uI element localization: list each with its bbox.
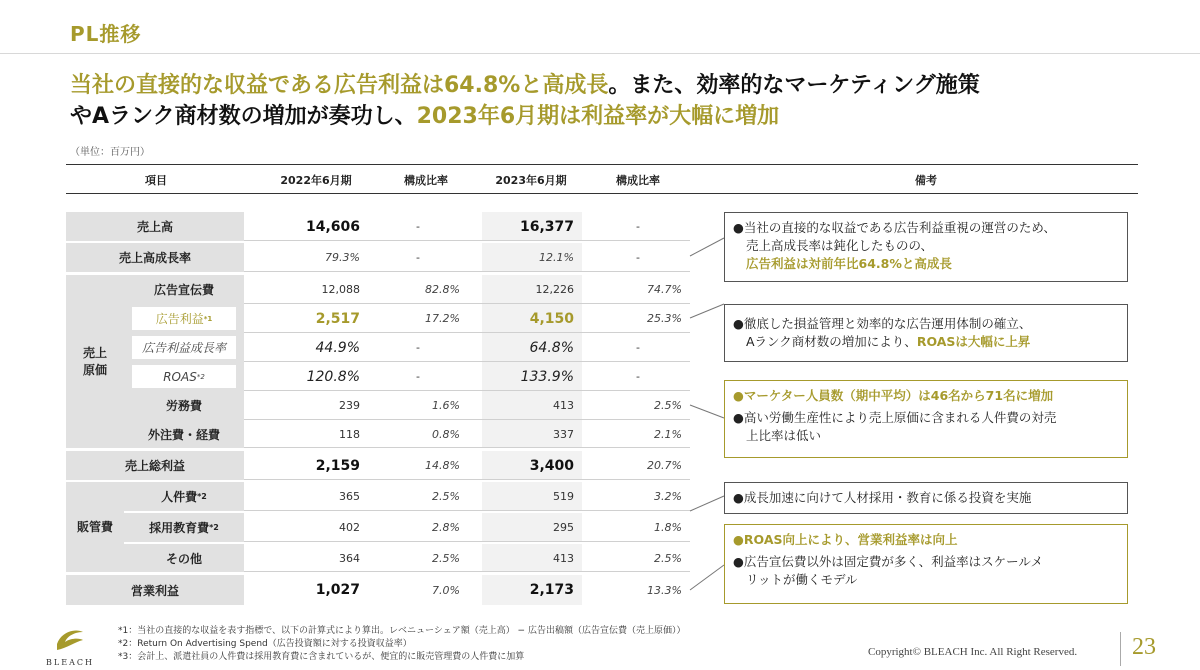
table-row-gross-profit [66, 451, 690, 480]
headline-text-2: やAランク商材数の増加が奏功し、 [70, 104, 417, 129]
value-2022: 2,517 [315, 310, 360, 327]
bleach-logo [40, 626, 100, 667]
page-number: 23 [1132, 634, 1156, 660]
header-item: 項目 [145, 174, 167, 187]
row-label: 広告利益成長率 [132, 336, 236, 359]
footnote-2: *2：Return On Advertising Spend（広告投資額に対する投資収益率） [118, 639, 412, 649]
value-2023: 4,150 [482, 304, 582, 333]
note-marketers: ●マーケター人員数（期中平均）は46名から71名に増加 ●高い労働生産性により売上原価に含まれる人件費の対売 上比率は低い [724, 380, 1128, 458]
value-2023: 64.8% [482, 333, 582, 362]
note-roas: ●徹底した損益管理と効率的な広告運用体制の確立、 Aランク商材数の増加により、ROASは大幅に上昇 [724, 304, 1128, 362]
value-2023: 337 [482, 420, 582, 448]
ratio-2023: 25.3% [647, 312, 682, 325]
group-label-sga: 販管費 [66, 482, 124, 572]
header-fy2022: 2022年6月期 [280, 174, 352, 187]
value-2022: 2,159 [315, 457, 360, 474]
row-label: その他 [124, 544, 244, 572]
ratio-2023: 74.7% [647, 283, 682, 296]
ratio-2023: 3.2% [654, 490, 682, 503]
row-label: 外注費・経費 [124, 420, 244, 448]
ratio-2022: 0.8% [432, 427, 460, 441]
ratio-2022: 82.8% [425, 283, 460, 296]
ratio-2022: 7.0% [432, 583, 460, 597]
table-row-labor [66, 391, 690, 420]
table-row-personnel [66, 482, 690, 511]
value-2023: 413 [482, 544, 582, 572]
header-ratio-2023: 構成比率 [616, 174, 660, 187]
table-row-outsourcing [66, 420, 690, 448]
value-2023: 2,173 [482, 575, 582, 605]
note-hiring-investment: ●成長加速に向けて人材採用・教育に係る投資を実施 [724, 482, 1128, 514]
value-2022: 364 [339, 551, 360, 565]
value-2022: 120.8% [306, 368, 360, 385]
row-label: 人件費 *2 [124, 482, 244, 511]
table-row-recruiting [66, 513, 690, 542]
title-divider [0, 53, 1200, 54]
footnote-1: *1：当社の直接的な収益を表す指標で、以下の計算式により算出。レベニューシェア額（売上高） − 広告出稿額（広告宣伝費（売上原価）） [118, 626, 686, 636]
table-row-operating-profit [66, 575, 690, 605]
value-2022: 14,606 [305, 218, 360, 235]
unit-label: （単位：百万円） [70, 147, 150, 158]
row-label: 営業利益 [66, 575, 244, 605]
ratio-2023: - [636, 251, 640, 264]
table-row-other [66, 544, 690, 572]
note-sales-growth: ●当社の直接的な収益である広告利益重視の運営のため、 売上高成長率は鈍化したものの、 広告利益は対前年比64.8%と高成長 [724, 212, 1128, 282]
row-label: 労務費 [124, 391, 244, 420]
value-2022: 365 [339, 490, 360, 503]
footnote-3: *3：会計上、派遣社員の人件費は採用教育費に含まれているが、便宜的に販売管理費の人件費に加算 [118, 652, 525, 662]
value-2022: 239 [339, 399, 360, 412]
row-label: 売上高成長率 [66, 243, 244, 272]
row-label: 売上総利益 [66, 451, 244, 480]
ratio-2023: 2.5% [654, 399, 682, 412]
page-number-divider [1120, 632, 1121, 666]
note-operating-margin: ●ROAS向上により、営業利益率は向上 ●広告宣伝費以外は固定費が多く、利益率はスケールメ リットが働くモデル [724, 524, 1128, 604]
ratio-2022: 17.2% [425, 312, 460, 325]
value-2022: 402 [339, 521, 360, 534]
row-label: 採用教育費 *2 [124, 513, 244, 542]
ratio-2022: 2.5% [432, 551, 460, 565]
headline-highlight-2: 2023年6月期は利益率が大幅に増加 [416, 104, 780, 129]
ratio-2022: 14.8% [425, 459, 460, 472]
ratio-2022: - [416, 341, 420, 354]
ratio-2023: - [636, 370, 640, 383]
value-2023: 133.9% [482, 362, 582, 391]
header-remarks: 備考 [915, 174, 937, 187]
value-2023: 12.1% [482, 243, 582, 272]
value-2022: 79.3% [325, 251, 360, 264]
table-header [66, 164, 1138, 194]
ratio-2022: - [416, 370, 420, 383]
table-row-roas [66, 362, 690, 391]
table-row-sales-growth [66, 243, 690, 272]
ratio-2023: 2.5% [654, 551, 682, 565]
ratio-2023: - [636, 220, 640, 233]
ratio-2023: - [636, 341, 640, 354]
table-row-ad-profit [66, 304, 690, 333]
header-ratio-2022: 構成比率 [404, 174, 448, 187]
table-row-ad-spend [66, 275, 690, 304]
headline-highlight-1: 当社の直接的な収益である広告利益は64.8%と高成長 [70, 73, 609, 98]
value-2023: 3,400 [482, 451, 582, 480]
value-2023: 295 [482, 513, 582, 542]
header-fy2023: 2023年6月期 [495, 174, 567, 187]
copyright: Copyright© BLEACH Inc. All Right Reserved. [868, 646, 1078, 658]
footnotes [118, 625, 685, 664]
table-row-ad-profit-growth [66, 333, 690, 362]
value-2022: 1,027 [315, 582, 360, 598]
row-label: 売上高 [66, 212, 244, 241]
table-row-sales [66, 212, 690, 241]
value-2023: 413 [482, 391, 582, 420]
ratio-2023: 1.8% [654, 521, 682, 534]
ratio-2022: - [416, 251, 420, 264]
row-label: ROAS *2 [132, 365, 236, 388]
ratio-2022: - [416, 220, 420, 233]
logo-wordmark: BLEACH [46, 658, 94, 667]
ratio-2023: 13.3% [647, 583, 682, 597]
ratio-2022: 2.5% [432, 490, 460, 503]
group-label-cost-of-sales: 売上 原価 [66, 275, 124, 448]
value-2023: 519 [482, 482, 582, 511]
row-label: 広告利益 *1 [132, 307, 236, 330]
ratio-2022: 1.6% [432, 399, 460, 412]
value-2022: 12,088 [321, 283, 360, 296]
row-label: 広告宣伝費 [124, 275, 244, 304]
value-2023: 12,226 [482, 275, 582, 304]
headline [70, 70, 1170, 132]
slide-title: PL推移 [70, 22, 142, 46]
value-2022: 44.9% [315, 339, 360, 356]
value-2022: 118 [339, 427, 360, 441]
bleach-logo-mark-icon [53, 626, 87, 652]
value-2023: 16,377 [482, 212, 582, 241]
ratio-2023: 20.7% [647, 459, 682, 472]
ratio-2023: 2.1% [654, 427, 682, 441]
ratio-2022: 2.8% [432, 521, 460, 534]
headline-text-1: 。また、効率的なマーケティング施策 [608, 73, 980, 98]
